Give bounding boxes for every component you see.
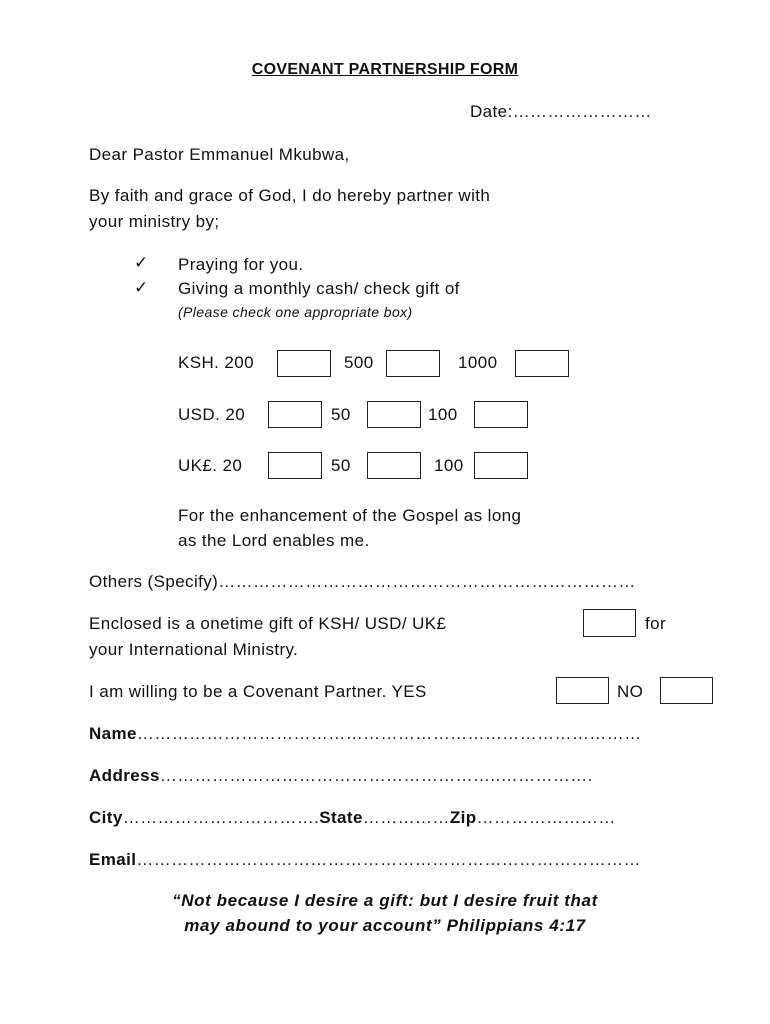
ksh-1000-label: 1000	[458, 353, 498, 372]
ksh-200-checkbox[interactable]	[277, 350, 331, 377]
ksh-500-label: 500	[344, 353, 374, 372]
address-dots: …………………………………………………..…………….	[159, 766, 593, 785]
name-dots: ……………………………………………………………………………	[136, 724, 642, 743]
uk-100-label: 100	[434, 456, 464, 475]
address-field[interactable]	[89, 766, 593, 786]
address-label: Address	[89, 766, 160, 785]
usd-100-label: 100	[428, 405, 458, 424]
usd-50-label: 50	[331, 405, 351, 424]
email-dots: ……………………………………………………………………………	[136, 850, 641, 869]
scripture-quote-line-2: may abound to your account” Philippians 4:17	[184, 916, 586, 935]
enclosed-line-2: your International Ministry.	[89, 640, 299, 659]
enclosed-line-1: Enclosed is a onetime gift of KSH/ USD/ UK£	[89, 614, 447, 633]
ksh-200-label: KSH. 200	[178, 353, 254, 372]
no-checkbox[interactable]	[660, 677, 713, 704]
yes-checkbox[interactable]	[556, 677, 609, 704]
city-label: City	[89, 808, 123, 827]
zip-label: Zip	[449, 808, 477, 827]
intro-line-2: your ministry by;	[89, 212, 220, 231]
others-field[interactable]: Others (Specify)………………………………………………………………	[89, 572, 636, 591]
name-label: Name	[89, 724, 137, 743]
enhancement-line-2: as the Lord enables me.	[178, 531, 370, 550]
enhancement-line-1: For the enhancement of the Gospel as long	[178, 506, 522, 525]
willing-label: I am willing to be a Covenant Partner. YES	[89, 682, 427, 701]
checkmark-icon: ✓	[134, 278, 149, 297]
city-dots: …………………………….	[122, 808, 320, 827]
scripture-quote-line-1: “Not because I desire a gift: but I desire fruit that	[172, 891, 598, 910]
date-field: Date:……………………	[470, 102, 652, 121]
uk-50-checkbox[interactable]	[367, 452, 421, 479]
ksh-1000-checkbox[interactable]	[515, 350, 569, 377]
usd-20-label: USD. 20	[178, 405, 246, 424]
option-praying: Praying for you.	[178, 255, 304, 274]
no-label: NO	[617, 682, 644, 701]
name-field[interactable]	[89, 724, 642, 744]
ksh-500-checkbox[interactable]	[386, 350, 440, 377]
uk-20-checkbox[interactable]	[268, 452, 322, 479]
intro-line-1: By faith and grace of God, I do hereby partner with	[89, 186, 491, 205]
usd-20-checkbox[interactable]	[268, 401, 322, 428]
state-dots: ……………	[362, 808, 450, 827]
form-title: COVENANT PARTNERSHIP FORM	[251, 61, 519, 78]
option-giving: Giving a monthly cash/ check gift of	[178, 279, 460, 298]
email-label: Email	[89, 850, 137, 869]
usd-50-checkbox[interactable]	[367, 401, 421, 428]
city-state-zip-field[interactable]	[89, 808, 616, 828]
state-label: State	[319, 808, 363, 827]
uk-20-label: UK£. 20	[178, 456, 243, 475]
uk-50-label: 50	[331, 456, 351, 475]
zip-dots: ……………………	[476, 808, 616, 827]
salutation: Dear Pastor Emmanuel Mkubwa,	[89, 145, 350, 164]
email-field[interactable]	[89, 850, 641, 870]
giving-note: (Please check one appropriate box)	[178, 304, 413, 320]
usd-100-checkbox[interactable]	[474, 401, 528, 428]
uk-100-checkbox[interactable]	[474, 452, 528, 479]
enclosed-for: for	[645, 614, 667, 633]
onetime-gift-box[interactable]	[583, 609, 636, 637]
checkmark-icon: ✓	[134, 253, 149, 272]
